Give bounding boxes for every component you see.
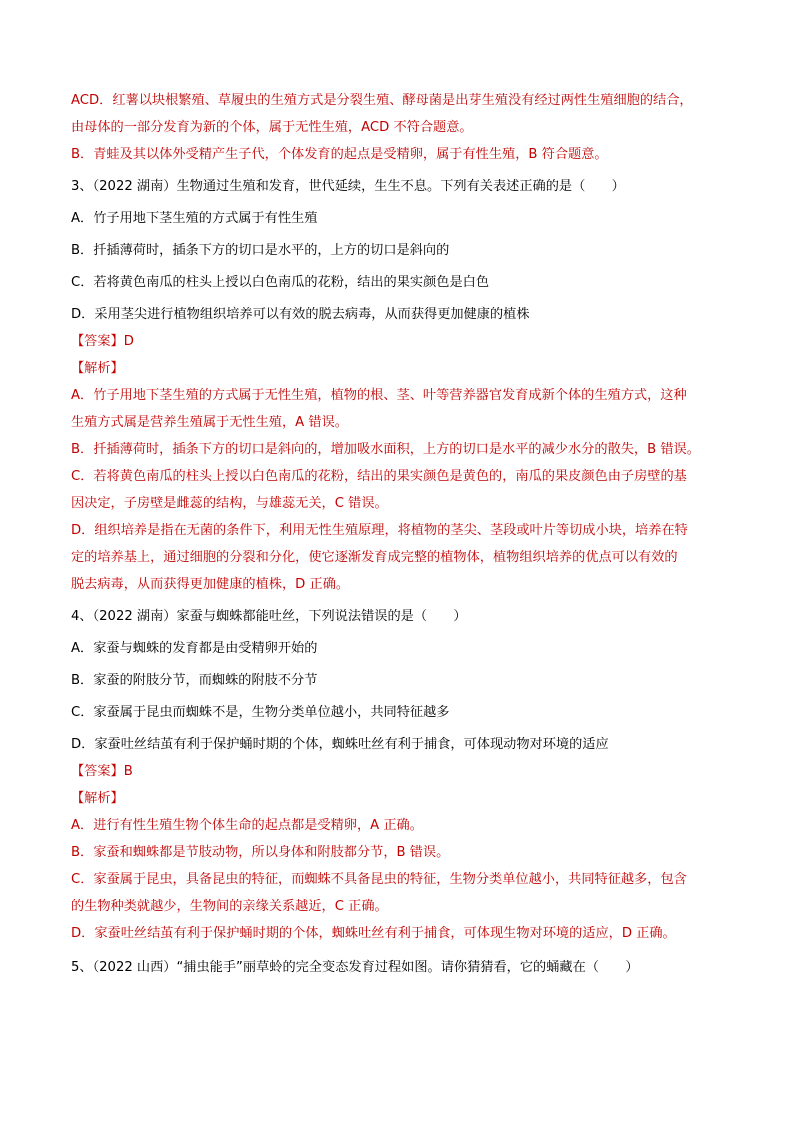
q3-analysis-line: D．组织培养是指在无菌的条件下，利用无性生殖原理，将植物的茎尖、茎段或叶片等切成小块，培养在特 (71, 523, 688, 538)
q4-option-b: B．家蚕的附肢分节，而蜘蛛的附肢不分节 (71, 673, 318, 688)
q3-analysis-line: B．扦插薄荷时，插条下方的切口是斜向的，增加吸水面积，上方的切口是水平的减少水分的散失，B 错误。 (71, 442, 700, 457)
q3-analysis-line: C．若将黄色南瓜的柱头上授以白色南瓜的花粉，结出的果实颜色是黄色的，南瓜的果皮颜色由子房壁的基 (71, 469, 687, 484)
q4-analysis-line: A．进行有性生殖生物个体生命的起点都是受精卵，A 正确。 (71, 818, 423, 833)
q4-stem: 4、（2022 湖南）家蚕与蜘蛛都能吐丝，下列说法错误的是（ ） (71, 609, 467, 624)
q4-option-d: D．家蚕吐丝结茧有利于保护蛹时期的个体，蜘蛛吐丝有利于捕食，可体现动物对环境的适应 (71, 737, 609, 752)
q3-analysis-heading: 【解析】 (71, 361, 124, 376)
q4-analysis-line: C．家蚕属于昆虫，具备昆虫的特征，而蜘蛛不具备昆虫的特征，生物分类单位越小，共同特征越多，包含 (71, 872, 687, 887)
q3-option-c: C．若将黄色南瓜的柱头上授以白色南瓜的花粉，结出的果实颜色是白色 (71, 275, 490, 290)
q3-analysis-line: 因决定，子房壁是雌蕊的结构，与雄蕊无关，C 错误。 (71, 496, 388, 511)
prev-analysis-line-3: B．青蛙及其以体外受精产生子代，个体发育的起点是受精卵，属于有性生殖，B 符合题意。 (71, 147, 608, 162)
q3-analysis-line: 定的培养基上，通过细胞的分裂和分化，使它逐渐发育成完整的植物体，植物组织培养的优点可以有效的 (71, 550, 678, 565)
q3-analysis-line: A．竹子用地下茎生殖的方式属于无性生殖，植物的根、茎、叶等营养器官发育成新个体的生殖方式，这种 (71, 388, 687, 403)
q3-stem: 3、（2022 湖南）生物通过生殖和发育，世代延续，生生不息。下列有关表述正确的是（ ） (71, 179, 625, 194)
q4-analysis-heading: 【解析】 (71, 791, 124, 806)
prev-analysis-line-2: 由母体的一部分发育为新的个体，属于无性生殖，ACD 不符合题意。 (71, 120, 473, 135)
q4-option-a: A．家蚕与蜘蛛的发育都是由受精卵开始的 (71, 641, 318, 656)
q4-analysis-line: B．家蚕和蜘蛛都是节肢动物，所以身体和附肢都分节，B 错误。 (71, 845, 450, 860)
q4-analysis-line: D．家蚕吐丝结茧有利于保护蛹时期的个体，蜘蛛吐丝有利于捕食，可体现生物对环境的适应，D 正确。 (71, 926, 676, 941)
q4-option-c: C．家蚕属于昆虫而蜘蛛不是，生物分类单位越小，共同特征越多 (71, 705, 450, 720)
q3-analysis-line: 脱去病毒，从而获得更加健康的植株，D 正确。 (71, 577, 350, 592)
q3-option-b: B．扦插薄荷时，插条下方的切口是水平的，上方的切口是斜向的 (71, 243, 450, 258)
q3-analysis-line: 生殖方式属是营养生殖属于无性生殖，A 错误。 (71, 415, 348, 430)
q5-stem: 5、（2022 山西）“捕虫能手”丽草蛉的完全变态发育过程如图。请你猜猜看，它的蛹藏在（ ） (71, 960, 639, 975)
q4-answer: 【答案】B (71, 764, 133, 779)
document-page (71, 92, 736, 977)
q3-option-a: A．竹子用地下茎生殖的方式属于有性生殖 (71, 211, 318, 226)
q4-analysis-line: 的生物种类就越少，生物间的亲缘关系越近，C 正确。 (71, 899, 388, 914)
q3-option-d: D．采用茎尖进行植物组织培养可以有效的脱去病毒，从而获得更加健康的植株 (71, 307, 530, 322)
prev-analysis-line-1: ACD．红薯以块根繁殖、草履虫的生殖方式是分裂生殖、酵母菌是出芽生殖没有经过两性生殖细胞的结合， (71, 93, 693, 108)
q3-answer: 【答案】D (71, 334, 134, 349)
